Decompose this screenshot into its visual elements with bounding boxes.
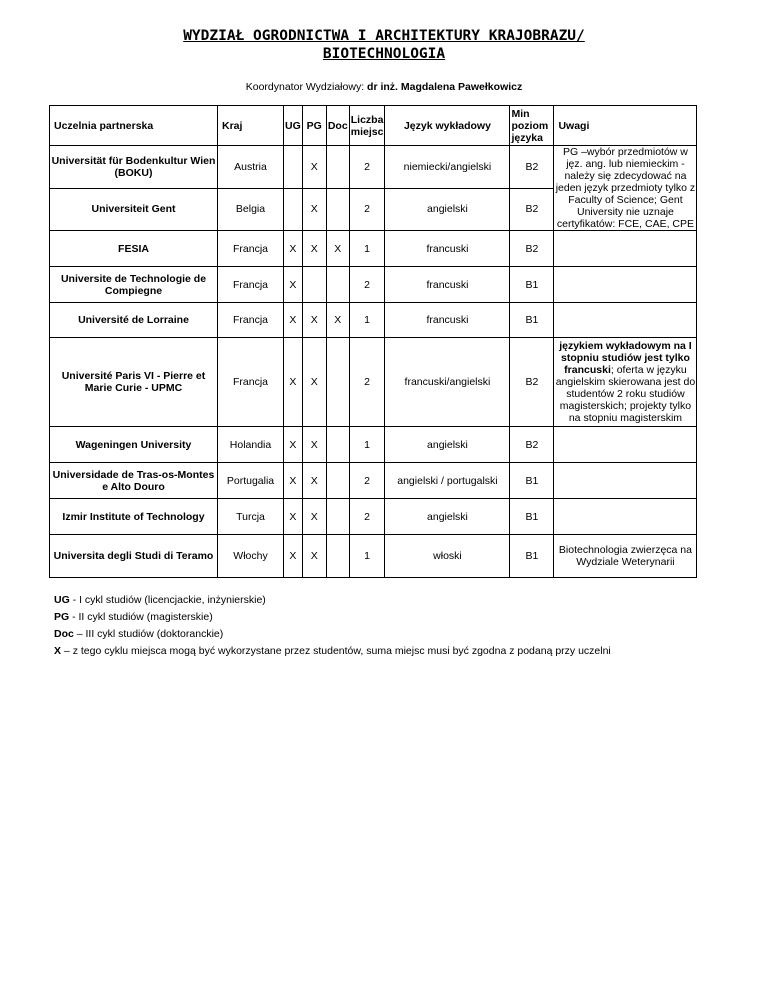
- legend-item: X – z tego cyklu miejsca mogą być wykorzystane przez studentów, suma miejsc musi być zgodna z podaną przy uczelni: [54, 645, 611, 657]
- title-line-1: WYDZIAŁ OGRODNICTWA I ARCHITEKTURY KRAJOBRAZU/: [183, 28, 585, 44]
- header-country: Kraj: [218, 106, 284, 146]
- table-row: Wageningen University Holandia X X 1 angielski B2: [50, 427, 697, 463]
- title-line-2: BIOTECHNOLOGIA: [322, 46, 446, 62]
- table-row: Universiteit Gent Belgia X 2 angielski B2: [50, 188, 697, 231]
- note-teramo: Biotechnologia zwierzęca na Wydziale Weterynarii: [554, 535, 697, 578]
- table-row: Université Paris VI - Pierre et Marie Curie - UPMC Francja X X 2 francuski/angielski B2 językiem wykładowym na I stopniu studiów jest tylko francuski; oferta w języku angielskim skierowana jest do studentów 2 roku studiów magisterskich; projekty tylko na stopniu magisterskim: [50, 338, 697, 427]
- header-lang: Język wykładowy: [385, 106, 510, 146]
- legend: [54, 592, 611, 660]
- header-places: Liczba miejsc: [349, 106, 385, 146]
- header-notes: Uwagi: [554, 106, 697, 146]
- coordinator-label: Koordynator Wydziałowy:: [245, 81, 365, 93]
- header-ug: UG: [284, 106, 303, 146]
- table-row: FESIA Francja X X X 1 francuski B2: [50, 231, 697, 267]
- partner-table: [49, 105, 697, 578]
- table-row: Université de Lorraine Francja X X X 1 francuski B1: [50, 303, 697, 338]
- header-pg: PG: [302, 106, 326, 146]
- page-title: [60, 27, 708, 63]
- note-upmc: językiem wykładowym na I stopniu studiów jest tylko francuski; oferta w języku angielskim skierowana jest do studentów 2 roku studiów magisterskich; projekty tylko na stopniu magisterskim: [554, 338, 697, 427]
- header-doc: Doc: [326, 106, 349, 146]
- table-row: Universita degli Studi di Teramo Włochy X X 1 włoski B1 Biotechnologia zwierzęca na Wydziale Weterynarii: [50, 535, 697, 578]
- header-uni: Uczelnia partnerska: [50, 106, 218, 146]
- table-row: Izmir Institute of Technology Turcja X X 2 angielski B1: [50, 499, 697, 535]
- coordinator-name: dr inż. Magdalena Pawełkowicz: [367, 81, 523, 93]
- table-row: Universidade de Tras-os-Montes e Alto Douro Portugalia X X 2 angielski / portugalski B1: [50, 463, 697, 499]
- header-row: [50, 106, 697, 146]
- coordinator-line: [0, 81, 768, 93]
- header-min: Min poziom języka: [510, 106, 554, 146]
- table-row: Universite de Technologie de Compiegne Francja X 2 francuski B1: [50, 267, 697, 303]
- table-row: Universität für Bodenkultur Wien (BOKU) Austria X 2 niemiecki/angielski B2 PG –wybór przedmiotów w jęz. ang. lub niemieckim - należy się zdecydować na jeden język przedmioty tylko z Faculty of Science; Gent University nie uznaje certyfikatów: FCE, CAE, CPE: [50, 146, 697, 189]
- legend-item: PG - II cykl studiów (magisterskie): [54, 611, 213, 623]
- legend-item: UG - I cykl studiów (licencjackie, inżynierskie): [54, 594, 266, 606]
- note-ghent: PG –wybór przedmiotów w jęz. ang. lub niemieckim - należy się zdecydować na jeden język przedmioty tylko z Faculty of Science; Gent University nie uznaje certyfikatów: FCE, CAE, CPE: [555, 146, 696, 230]
- legend-item: Doc – III cykl studiów (doktoranckie): [54, 628, 224, 640]
